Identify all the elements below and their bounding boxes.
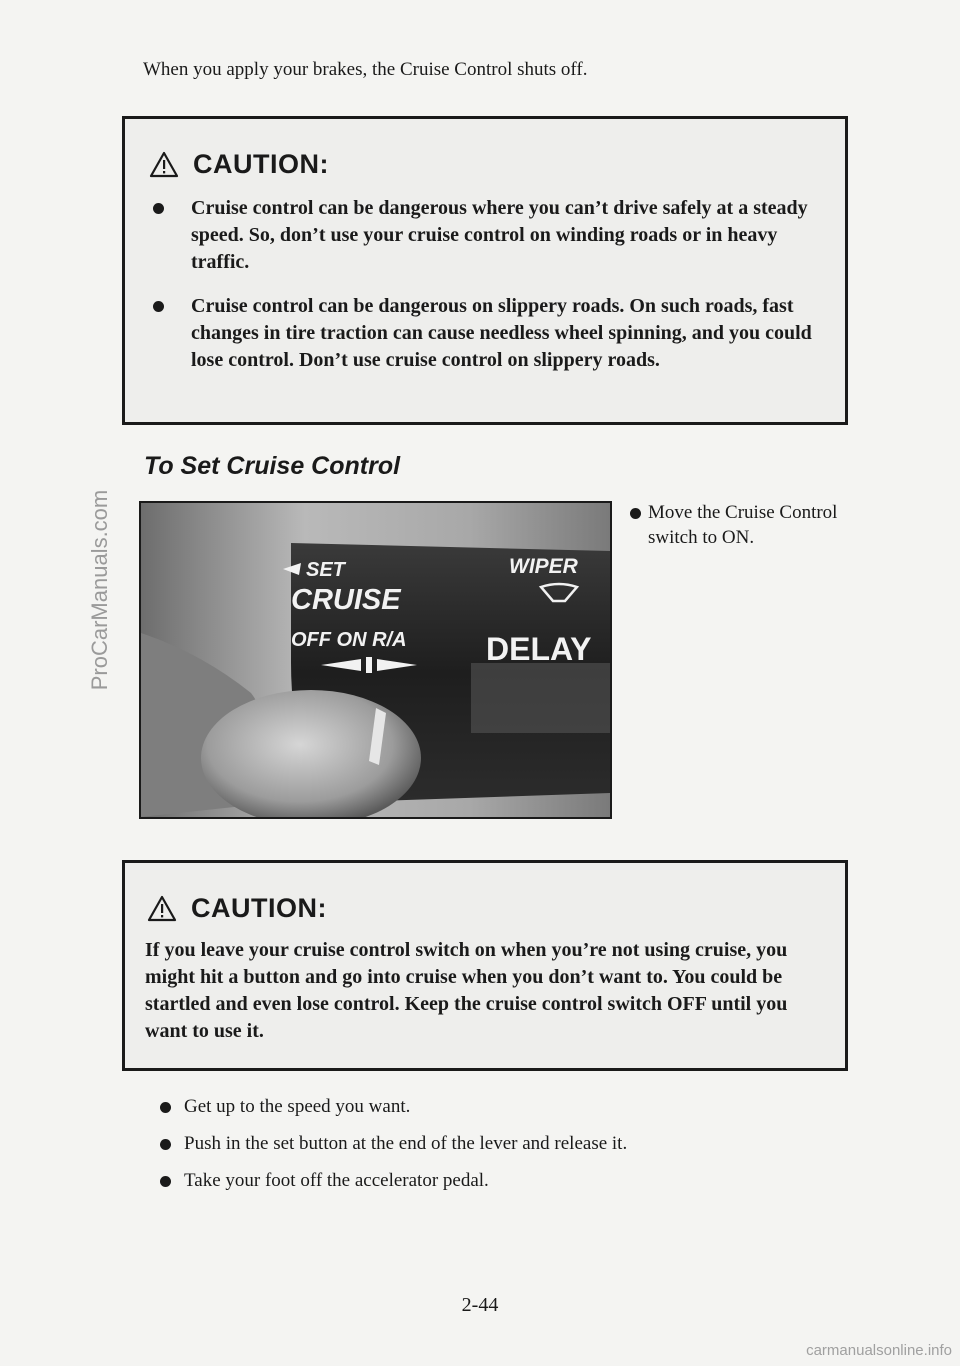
caution-body-2: If you leave your cruise control switch on when you’re not using cruise, you might hit a button and go into cruise when you don’t want to. You could be startled and even lose control. Keep the cruise control switch OFF until you want to use it. bbox=[145, 939, 788, 1042]
caution-heading-1 bbox=[149, 149, 329, 180]
caution-bullet-text: Cruise control can be dangerous where you can’t drive safely at a steady speed. So, don’t use your cruise control on winding roads or in heavy traffic. bbox=[191, 197, 808, 273]
caution-bullet-item bbox=[145, 293, 815, 374]
delay-label: DELAY bbox=[486, 631, 592, 667]
cruise-lever-illustration bbox=[141, 503, 610, 817]
caution-box-1 bbox=[122, 116, 848, 425]
step-item bbox=[160, 1130, 627, 1158]
step-item bbox=[160, 1167, 627, 1195]
side-watermark: ProCarManuals.com bbox=[87, 489, 112, 691]
page-number: 2-44 bbox=[461, 1294, 499, 1316]
section-title: To Set Cruise Control bbox=[144, 452, 401, 480]
step-item bbox=[160, 1093, 627, 1121]
caution-bullet-item bbox=[145, 195, 815, 276]
steps-list bbox=[160, 1093, 627, 1204]
side-note-text: Move the Cruise Control switch to ON. bbox=[648, 502, 838, 548]
warning-triangle-icon bbox=[149, 151, 179, 178]
cruise-label: CRUISE bbox=[291, 584, 401, 616]
side-note bbox=[628, 500, 858, 550]
caution-box-2 bbox=[122, 860, 848, 1071]
bullet-icon bbox=[153, 203, 164, 214]
cruise-lever-photo bbox=[139, 501, 612, 819]
intro-text: When you apply your brakes, the Cruise Control shuts off. bbox=[143, 59, 588, 80]
bullet-icon bbox=[160, 1102, 171, 1113]
bullet-icon bbox=[160, 1176, 171, 1187]
bullet-icon bbox=[160, 1139, 171, 1150]
set-label: SET bbox=[306, 559, 345, 581]
warning-triangle-icon bbox=[147, 895, 177, 922]
wiper-label: WIPER bbox=[509, 555, 578, 578]
positions-label: OFF ON R/A bbox=[291, 629, 407, 651]
caution-bullet-text: Cruise control can be dangerous on slippery roads. On such roads, fast changes in tire traction can cause needless wheel spinning, and you could lose control. Don’t use cruise control on slippery roads. bbox=[191, 295, 812, 371]
caution-heading-2 bbox=[147, 893, 327, 924]
step-text: Push in the set button at the end of the lever and release it. bbox=[184, 1133, 628, 1154]
bullet-icon bbox=[153, 301, 164, 312]
step-text: Take your foot off the accelerator pedal. bbox=[184, 1170, 489, 1191]
footer-watermark: carmanualsonline.info bbox=[806, 1342, 952, 1359]
caution-heading-text-1: CAUTION: bbox=[193, 149, 329, 179]
center-detent-icon bbox=[366, 657, 372, 673]
caution-list-1 bbox=[145, 195, 815, 391]
caution-heading-text-2: CAUTION: bbox=[191, 893, 327, 923]
step-text: Get up to the speed you want. bbox=[184, 1096, 411, 1117]
bullet-icon bbox=[630, 508, 641, 519]
